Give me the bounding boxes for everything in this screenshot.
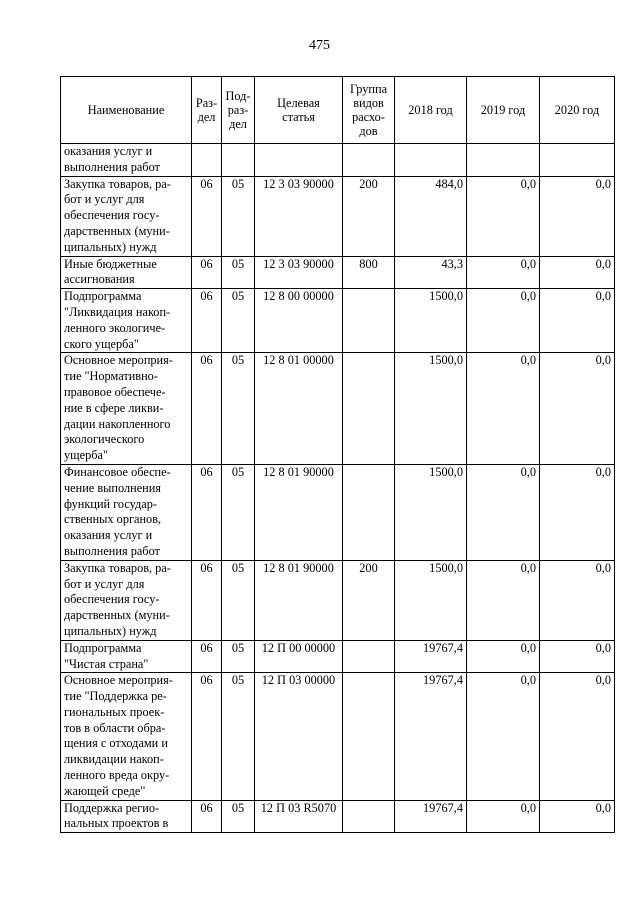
cell-section: 06 (192, 800, 222, 833)
cell-year-2020: 0,0 (540, 464, 615, 560)
cell-year-2019: 0,0 (467, 560, 540, 640)
cell-name: Закупка товаров, ра- бот и услуг для обеспечения госу- дарственных (муни- ципальных) нужд (61, 560, 192, 640)
table-header-row (61, 77, 615, 144)
cell-year-2019: 0,0 (467, 289, 540, 353)
cell-year-2020: 0,0 (540, 673, 615, 800)
cell-expense-group (343, 640, 395, 673)
cell-section (192, 144, 222, 177)
cell-name: Закупка товаров, ра- бот и услуг для обеспечения госу- дарственных (муни- ципальных) нужд (61, 176, 192, 256)
cell-target-article: 12 3 03 90000 (255, 176, 343, 256)
cell-expense-group: 200 (343, 560, 395, 640)
cell-subsection: 05 (222, 800, 255, 833)
header-year-2020: 2020 год (540, 77, 615, 144)
budget-table (60, 76, 615, 833)
cell-name: Основное мероприя- тие "Нормативно- правовое обеспече- ние в сфере ликви- дации накопленного экологического ущерба" (61, 353, 192, 465)
cell-target-article: 12 П 03 R5070 (255, 800, 343, 833)
cell-year-2020: 0,0 (540, 353, 615, 465)
cell-year-2020: 0,0 (540, 640, 615, 673)
cell-target-article: 12 3 03 90000 (255, 256, 343, 289)
header-target-article: Целевая статья (255, 77, 343, 144)
cell-name: Иные бюджетные ассигнования (61, 256, 192, 289)
cell-expense-group (343, 144, 395, 177)
cell-section: 06 (192, 289, 222, 353)
cell-expense-group (343, 289, 395, 353)
cell-year-2018: 1500,0 (395, 464, 467, 560)
cell-subsection (222, 144, 255, 177)
cell-target-article: 12 8 01 00000 (255, 353, 343, 465)
table-row (61, 144, 615, 177)
cell-year-2019: 0,0 (467, 176, 540, 256)
cell-target-article: 12 П 03 00000 (255, 673, 343, 800)
cell-section: 06 (192, 640, 222, 673)
cell-target-article: 12 8 01 90000 (255, 464, 343, 560)
cell-year-2019: 0,0 (467, 640, 540, 673)
header-name: Наименование (61, 77, 192, 144)
cell-target-article (255, 144, 343, 177)
header-section: Раз- дел (192, 77, 222, 144)
cell-subsection: 05 (222, 176, 255, 256)
cell-name: Подпрограмма "Чистая страна" (61, 640, 192, 673)
cell-section: 06 (192, 560, 222, 640)
cell-year-2019: 0,0 (467, 673, 540, 800)
cell-expense-group (343, 353, 395, 465)
cell-expense-group: 800 (343, 256, 395, 289)
cell-year-2020: 0,0 (540, 800, 615, 833)
cell-year-2020: 0,0 (540, 289, 615, 353)
table-row (61, 256, 615, 289)
cell-expense-group (343, 800, 395, 833)
cell-expense-group: 200 (343, 176, 395, 256)
cell-year-2020 (540, 144, 615, 177)
cell-section: 06 (192, 256, 222, 289)
cell-name: Основное мероприя- тие "Поддержка ре- гиональных проек- тов в области обра- щения с отходами и ликвидации накоп- ленного вреда окру- жающей среде" (61, 673, 192, 800)
table-row (61, 289, 615, 353)
table-row (61, 800, 615, 833)
cell-name: оказания услуг и выполнения работ (61, 144, 192, 177)
table-row (61, 673, 615, 800)
table-row (61, 640, 615, 673)
cell-year-2020: 0,0 (540, 176, 615, 256)
cell-year-2019 (467, 144, 540, 177)
cell-target-article: 12 8 01 90000 (255, 560, 343, 640)
table-row (61, 353, 615, 465)
header-year-2019: 2019 год (467, 77, 540, 144)
header-year-2018: 2018 год (395, 77, 467, 144)
cell-year-2018 (395, 144, 467, 177)
cell-year-2018: 1500,0 (395, 353, 467, 465)
cell-section: 06 (192, 673, 222, 800)
cell-target-article: 12 П 00 00000 (255, 640, 343, 673)
cell-expense-group (343, 464, 395, 560)
cell-year-2019: 0,0 (467, 800, 540, 833)
header-subsection: Под- раз- дел (222, 77, 255, 144)
cell-year-2018: 19767,4 (395, 640, 467, 673)
table-body (61, 144, 615, 833)
cell-name: Поддержка регио- нальных проектов в (61, 800, 192, 833)
cell-subsection: 05 (222, 560, 255, 640)
cell-section: 06 (192, 353, 222, 465)
cell-name: Финансовое обеспе- чение выполнения функций государ- ственных органов, оказания услуг и выполнения работ (61, 464, 192, 560)
cell-year-2019: 0,0 (467, 353, 540, 465)
header-expense-group: Группа видов расхо- дов (343, 77, 395, 144)
cell-year-2018: 43,3 (395, 256, 467, 289)
cell-year-2018: 484,0 (395, 176, 467, 256)
cell-year-2019: 0,0 (467, 464, 540, 560)
cell-year-2018: 1500,0 (395, 289, 467, 353)
cell-year-2018: 19767,4 (395, 673, 467, 800)
cell-name: Подпрограмма "Ликвидация накоп- ленного экологиче- ского ущерба" (61, 289, 192, 353)
table-row (61, 176, 615, 256)
cell-subsection: 05 (222, 256, 255, 289)
cell-subsection: 05 (222, 289, 255, 353)
cell-subsection: 05 (222, 640, 255, 673)
cell-section: 06 (192, 464, 222, 560)
cell-subsection: 05 (222, 464, 255, 560)
cell-section: 06 (192, 176, 222, 256)
cell-subsection: 05 (222, 673, 255, 800)
cell-subsection: 05 (222, 353, 255, 465)
cell-expense-group (343, 673, 395, 800)
table-row (61, 560, 615, 640)
table-row (61, 464, 615, 560)
cell-year-2020: 0,0 (540, 560, 615, 640)
cell-year-2019: 0,0 (467, 256, 540, 289)
cell-target-article: 12 8 00 00000 (255, 289, 343, 353)
cell-year-2020: 0,0 (540, 256, 615, 289)
cell-year-2018: 1500,0 (395, 560, 467, 640)
page-number: 475 (309, 38, 330, 53)
cell-year-2018: 19767,4 (395, 800, 467, 833)
